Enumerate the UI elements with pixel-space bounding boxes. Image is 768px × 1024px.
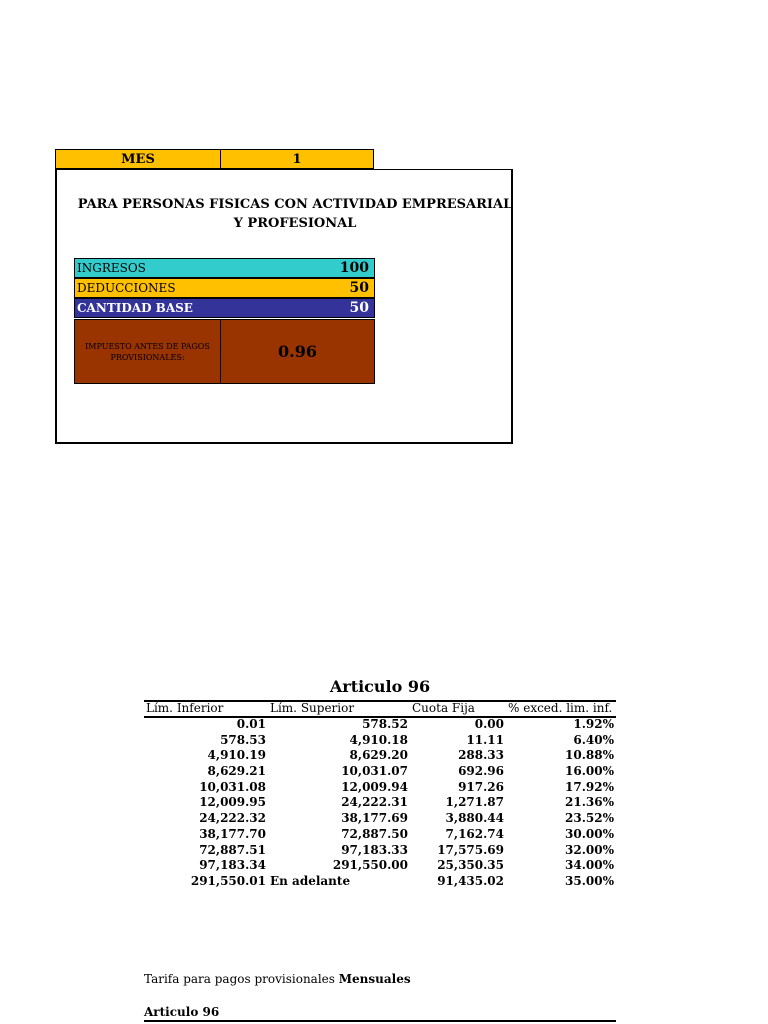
cuota-fija-cell: 17,575.69 xyxy=(437,842,504,857)
cantidad-base-label: CANTIDAD BASE xyxy=(77,301,193,315)
ingresos-label: INGRESOS xyxy=(77,261,146,275)
lim-inferior-cell: 10,031.08 xyxy=(199,779,266,794)
table-row xyxy=(144,733,616,749)
header-lim-superior: Lím. Superior xyxy=(270,701,355,715)
table-row xyxy=(144,843,616,859)
header-lim-inferior: Lím. Inferior xyxy=(146,701,224,715)
lim-superior-cell: 12,009.94 xyxy=(341,779,408,794)
impuesto-label: IMPUESTO ANTES DE PAGOS PROVISIONALES: xyxy=(74,319,221,384)
lim-inferior-cell: 97,183.34 xyxy=(199,858,266,873)
table-row xyxy=(144,795,616,811)
cantidad-base-row xyxy=(74,298,375,318)
pct-excedente-cell: 35.00% xyxy=(565,873,614,888)
cuota-fija-cell: 7,162.74 xyxy=(445,826,504,841)
lim-inferior-cell: 8,629.21 xyxy=(207,764,266,779)
lim-superior-cell: 97,183.33 xyxy=(341,842,408,857)
header-cuota-fija: Cuota Fija xyxy=(412,701,475,715)
pct-excedente-cell: 17.92% xyxy=(565,779,614,794)
header-pct-excedente: % exced. lim. inf. xyxy=(508,701,613,715)
lim-superior-cell: 578.52 xyxy=(362,717,408,731)
lim-superior-cell: 8,629.20 xyxy=(349,748,408,763)
tarifa-caption-prefix: Tarifa para pagos provisionales xyxy=(144,972,335,986)
cuota-fija-cell: 288.33 xyxy=(458,748,504,763)
pct-excedente-cell: 34.00% xyxy=(565,858,614,873)
lim-inferior-cell: 0.01 xyxy=(236,717,266,731)
table-row xyxy=(144,811,616,827)
pct-excedente-cell: 16.00% xyxy=(565,764,614,779)
pct-excedente-cell: 32.00% xyxy=(565,842,614,857)
cuota-fija-cell: 25,350.35 xyxy=(437,858,504,873)
table-row xyxy=(144,858,616,874)
deducciones-label: DEDUCCIONES xyxy=(77,281,176,295)
pct-excedente-cell: 30.00% xyxy=(565,826,614,841)
table-row xyxy=(144,717,616,733)
mes-label: MES xyxy=(55,149,221,169)
lim-inferior-cell: 291,550.01 xyxy=(190,873,266,888)
impuesto-value: 0.96 xyxy=(220,319,375,384)
cuota-fija-cell: 1,271.87 xyxy=(445,795,504,810)
table-bottom-rule xyxy=(144,1020,616,1022)
deducciones-value-cell[interactable]: 50 xyxy=(349,280,369,296)
table-row xyxy=(144,874,616,890)
cuota-fija-cell: 3,880.44 xyxy=(445,811,504,826)
lim-superior-cell: 291,550.00 xyxy=(332,858,408,873)
articulo-subtitle: Articulo 96 xyxy=(144,1005,220,1019)
tarifa-table xyxy=(144,717,616,890)
cuota-fija-cell: 0.00 xyxy=(474,717,504,731)
pct-excedente-cell: 6.40% xyxy=(573,732,614,747)
tarifa-caption-bold: Mensuales xyxy=(338,972,411,986)
ingresos-row xyxy=(74,258,375,278)
panel-title: PARA PERSONAS FISICAS CON ACTIVIDAD EMPRESARIAL Y PROFESIONAL xyxy=(77,197,513,231)
cuota-fija-cell: 11.11 xyxy=(466,732,504,747)
table-row xyxy=(144,748,616,764)
cuota-fija-cell: 917.26 xyxy=(458,779,504,794)
table-row xyxy=(144,764,616,780)
lim-inferior-cell: 12,009.95 xyxy=(199,795,266,810)
lim-superior-cell: 38,177.69 xyxy=(341,811,408,826)
table-row xyxy=(144,827,616,843)
lim-superior-cell: 24,222.31 xyxy=(341,795,408,810)
lim-superior-cell: 10,031.07 xyxy=(341,764,408,779)
lim-superior-cell: 72,887.50 xyxy=(341,826,408,841)
lim-inferior-cell: 24,222.32 xyxy=(199,811,266,826)
cuota-fija-cell: 692.96 xyxy=(458,764,504,779)
cuota-fija-cell: 91,435.02 xyxy=(437,873,504,888)
pct-excedente-cell: 1.92% xyxy=(573,717,614,731)
lim-inferior-cell: 578.53 xyxy=(220,732,266,747)
articulo-title: Articulo 96 xyxy=(329,677,431,696)
tarifa-caption xyxy=(144,972,411,986)
cantidad-base-value: 50 xyxy=(349,300,369,316)
lim-inferior-cell: 72,887.51 xyxy=(199,842,266,857)
pct-excedente-cell: 23.52% xyxy=(565,811,614,826)
pct-excedente-cell: 21.36% xyxy=(565,795,614,810)
ingresos-value-cell[interactable]: 100 xyxy=(339,260,369,276)
deducciones-row xyxy=(74,278,375,298)
lim-inferior-cell: 4,910.19 xyxy=(207,748,266,763)
mes-value-cell[interactable]: 1 xyxy=(220,149,374,169)
lim-superior-cell: En adelante xyxy=(270,873,351,888)
table-row xyxy=(144,780,616,796)
lim-inferior-cell: 38,177.70 xyxy=(199,826,266,841)
pct-excedente-cell: 10.88% xyxy=(565,748,614,763)
lim-superior-cell: 4,910.18 xyxy=(349,732,408,747)
